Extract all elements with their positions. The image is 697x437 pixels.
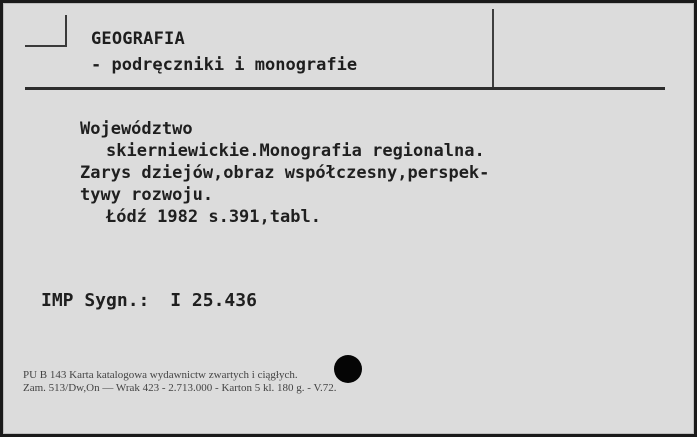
punch-hole	[334, 355, 362, 383]
call-number	[41, 290, 257, 311]
card-footer	[23, 369, 337, 395]
subject-subheading: - podręczniki i monografie	[91, 55, 358, 75]
header-rule	[25, 87, 665, 90]
header-vertical-divider	[492, 9, 494, 89]
call-number-value: I 25.436	[170, 290, 257, 311]
description-line: Zarys dziejów,obraz współczesny,perspek-	[80, 163, 490, 183]
footer-line: Zam. 513/Dw,On — Wrak 423 - 2.713.000 - Karton 5 kl. 180 g. - V.72.	[23, 382, 337, 394]
subject-heading: GEOGRAFIA	[91, 29, 185, 49]
bibliographic-description	[80, 118, 660, 228]
description-line: Łódź 1982 s.391,tabl.	[106, 207, 321, 227]
description-line: Województwo	[80, 119, 193, 139]
description-line: skierniewickie.Monografia regionalna.	[106, 141, 485, 161]
header-corner-mark	[25, 15, 67, 47]
catalog-card	[3, 3, 694, 434]
call-number-label: IMP Sygn.:	[41, 290, 150, 311]
footer-line: PU B 143 Karta katalogowa wydawnictw zwartych i ciągłych.	[23, 369, 298, 381]
description-line: tywy rozwoju.	[80, 185, 214, 205]
